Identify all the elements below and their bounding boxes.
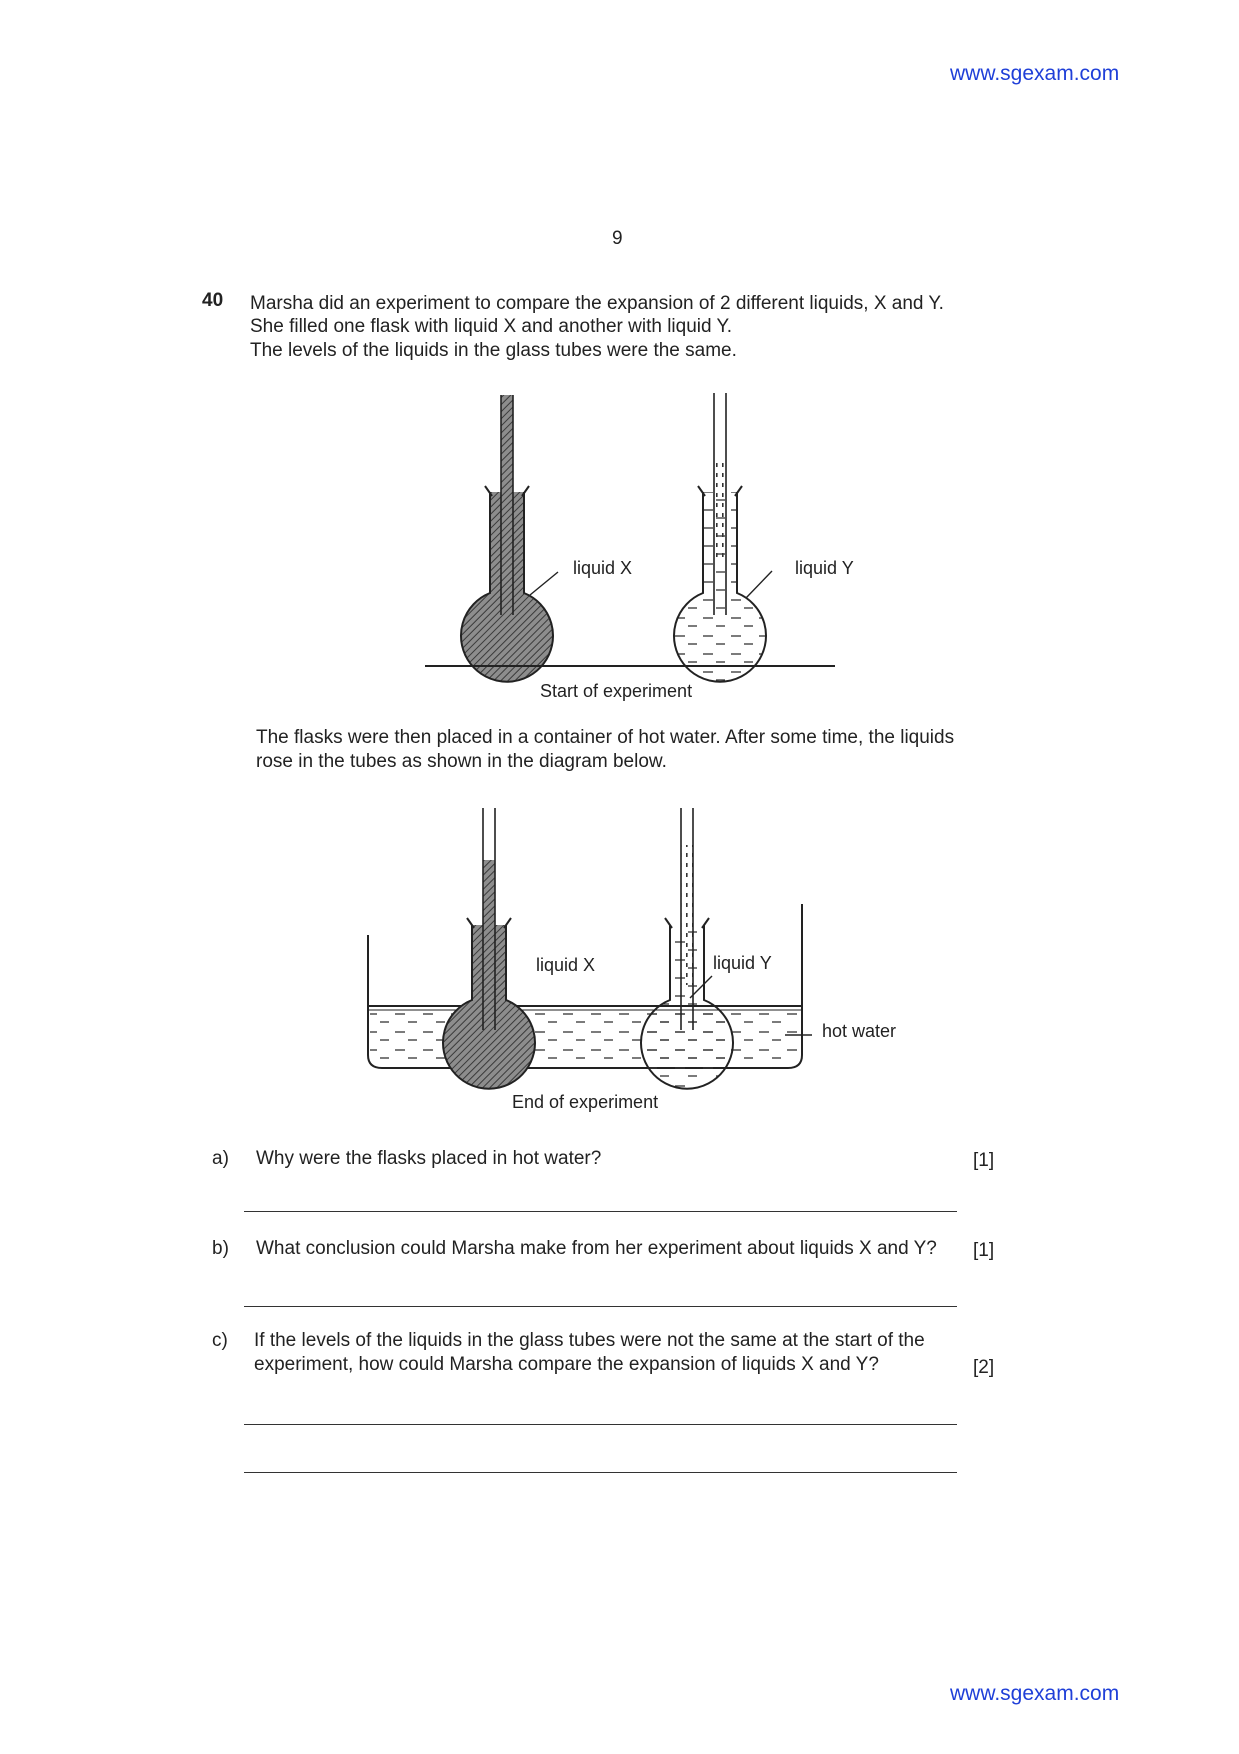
answer-line-c-1[interactable] bbox=[244, 1424, 957, 1425]
part-a-marks: [1] bbox=[973, 1150, 995, 1171]
question-middle-line-1: The flasks were then placed in a container of hot water. After some time, the liquids bbox=[256, 727, 955, 748]
answer-line-b[interactable] bbox=[244, 1306, 957, 1307]
flask-y-start bbox=[674, 393, 766, 682]
part-c-question-line-1: If the levels of the liquids in the glass tubes were not the same at the start of the bbox=[254, 1330, 925, 1351]
part-c-letter: c) bbox=[212, 1330, 228, 1351]
part-b-marks: [1] bbox=[973, 1240, 995, 1261]
flask-y-end bbox=[641, 808, 733, 1089]
caption-start: Start of experiment bbox=[540, 681, 693, 701]
question-intro-line-3: The levels of the liquids in the glass tubes were the same. bbox=[250, 340, 737, 361]
part-c-marks: [2] bbox=[973, 1357, 995, 1378]
label-liquid-y-end: liquid Y bbox=[713, 953, 772, 973]
part-a-question: Why were the flasks placed in hot water? bbox=[256, 1148, 602, 1169]
pointer-liquid-y-start bbox=[746, 571, 772, 598]
question-number: 40 bbox=[202, 290, 224, 311]
label-liquid-x-end: liquid X bbox=[536, 955, 596, 975]
part-b-letter: b) bbox=[212, 1238, 229, 1259]
flask-x-start bbox=[461, 395, 553, 682]
flask-x-end bbox=[443, 808, 535, 1089]
question-middle-line-2: rose in the tubes as shown in the diagram below. bbox=[256, 751, 667, 772]
page-number: 9 bbox=[612, 228, 623, 249]
answer-line-c-2[interactable] bbox=[244, 1472, 957, 1473]
label-liquid-y-start: liquid Y bbox=[795, 558, 854, 578]
answer-line-a[interactable] bbox=[244, 1211, 957, 1212]
part-b-question: What conclusion could Marsha make from her experiment about liquids X and Y? bbox=[256, 1238, 937, 1259]
pointer-liquid-x-start bbox=[530, 572, 558, 595]
footer-website: www.sgexam.com bbox=[950, 1682, 1120, 1705]
caption-end: End of experiment bbox=[512, 1092, 659, 1112]
part-c-question-line-2: experiment, how could Marsha compare the expansion of liquids X and Y? bbox=[254, 1354, 879, 1375]
question-intro-line-1: Marsha did an experiment to compare the expansion of 2 different liquids, X and Y. bbox=[250, 293, 944, 314]
label-hot-water: hot water bbox=[822, 1021, 897, 1041]
question-intro-line-2: She filled one flask with liquid X and another with liquid Y. bbox=[250, 316, 732, 337]
header-website: www.sgexam.com bbox=[950, 62, 1120, 85]
label-liquid-x-start: liquid X bbox=[573, 558, 633, 578]
hot-water-container bbox=[368, 904, 802, 1068]
part-a-letter: a) bbox=[212, 1148, 229, 1169]
